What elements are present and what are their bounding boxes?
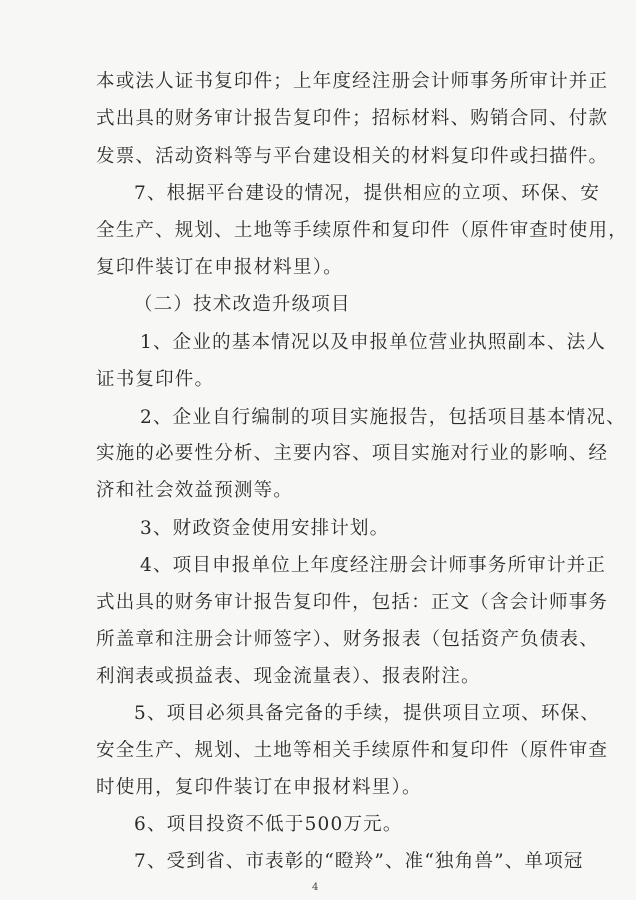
text-line: 所盖章和注册会计师签字）、财务报表（包括资产负债表、 (96, 629, 599, 650)
text-line: 发票、活动资料等与平台建设相关的材料复印件或扫描件。 (96, 146, 609, 167)
text-line: 7、受到省、市表彰的“瞪羚”、准“独角兽”、单项冠 (134, 851, 584, 872)
text-line: 济和社会效益预测等。 (96, 480, 294, 501)
text-line: 式出具的财务审计报告复印件，包括：正文（含会计师事务 (96, 592, 609, 613)
text-line: 2、企业自行编制的项目实施报告，包括项目基本情况、 (140, 407, 626, 428)
text-line: 实施的必要性分析、主要内容、项目实施对行业的影响、经 (96, 443, 609, 464)
text-line: 式出具的财务审计报告复印件；招标材料、购销合同、付款 (96, 108, 609, 129)
text-line: 5、项目必须具备完备的手续，提供项目立项、环保、 (134, 703, 601, 724)
text-line: 全生产、规划、土地等手续原件和复印件（原件审查时使用， (96, 220, 628, 241)
text-line: 7、根据平台建设的情况，提供相应的立项、环保、安 (134, 183, 601, 204)
text-line: 3、财政资金使用安排计划。 (140, 518, 390, 539)
section-heading: （二）技术改造升级项目 (134, 294, 351, 315)
text-line: 1、企业的基本情况以及申报单位营业执照副本、法人 (140, 332, 607, 353)
page-number: 4 (312, 882, 319, 893)
text-line: 利润表或损益表、现金流量表）、报表附注。 (96, 666, 481, 687)
text-line: 时使用，复印件装订在申报材料里）。 (96, 777, 422, 798)
text-line: 证书复印件。 (96, 369, 215, 390)
text-line: 安全生产、规划、土地等相关手续原件和复印件（原件审查 (96, 740, 609, 761)
text-line: 6、项目投资不低于500万元。 (134, 814, 403, 835)
text-line: 复印件装订在申报材料里）。 (96, 257, 343, 278)
text-line: 本或法人证书复印件；上年度经注册会计师事务所审计并正 (96, 71, 609, 92)
text-line: 4、项目申报单位上年度经注册会计师事务所审计并正 (140, 555, 607, 576)
